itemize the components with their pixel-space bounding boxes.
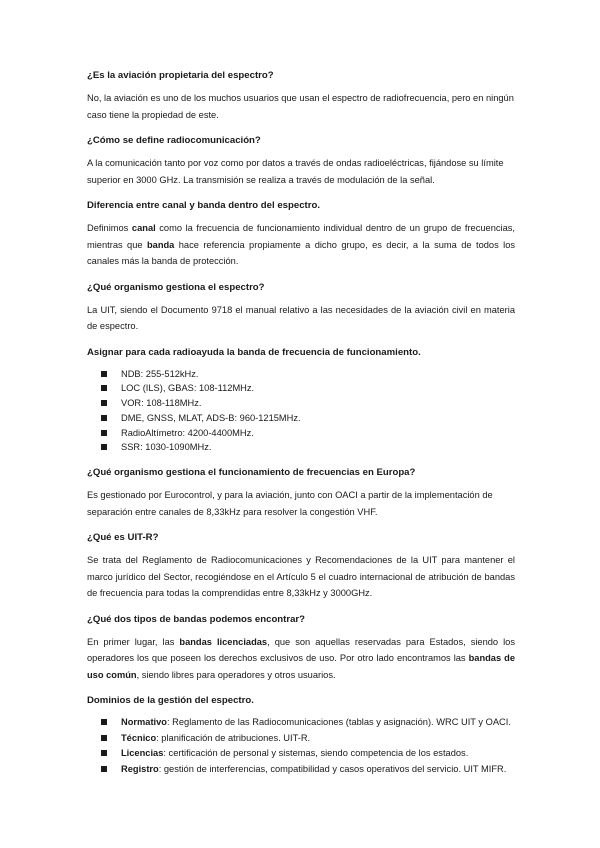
bullet-icon bbox=[101, 385, 107, 391]
answer-spectrum-organism: La UIT, siendo el Documento 9718 el manual relativo a las necesidades de la aviación civil en materia de espectro. bbox=[87, 304, 515, 331]
heading-radiocommunication: ¿Cómo se define radiocomunicación? bbox=[87, 135, 261, 146]
list-item: Técnico: planificación de atribuciones. UIT-R. bbox=[87, 731, 515, 747]
bullet-icon bbox=[101, 371, 107, 377]
bullet-icon bbox=[101, 400, 107, 406]
answer-band-types: En primer lugar, las bandas licenciadas, que son aquellas reservadas para Estados, siendo los operadores los que poseen los derechos exclusivos de uso. Por otro lado encontramos las bandas de uso común, siendo libres para operadores y otros usuarios. bbox=[87, 636, 515, 680]
bullet-icon bbox=[101, 430, 107, 436]
bullet-icon bbox=[101, 750, 107, 756]
answer-channel-band: Definimos canal como la frecuencia de funcionamiento individual dentro de un grupo de frecuencias, mientras que banda hace referencia propiamente a dicho grupo, es decir, a la suma de todos los canales más la banda de protección. bbox=[87, 223, 516, 266]
heading-uit-r: ¿Qué es UIT-R? bbox=[87, 532, 159, 544]
bullet-icon bbox=[101, 766, 107, 772]
radioaid-band-list bbox=[87, 367, 515, 456]
document-content bbox=[87, 69, 515, 788]
list-item: Normativo: Reglamento de las Radiocomunicaciones (tablas y asignación). WRC UIT y OACI. bbox=[87, 715, 515, 731]
list-item: VOR: 108-118MHz. bbox=[87, 396, 515, 411]
list-item: LOC (ILS), GBAS: 108-112MHz. bbox=[87, 381, 515, 396]
term-canal: canal bbox=[131, 223, 156, 233]
bullet-icon bbox=[101, 735, 107, 741]
answer-uit-r: Se trata del Reglamento de Radiocomunicaciones y Recomendaciones de la UIT para mantener el marco jurídico del Sector, recogiéndose en el Artículo 5 el cuadro internacional de atribución de bandas de frecuencia para todas la comprendidas entre 8,33kHz y 3000GHz. bbox=[87, 555, 515, 599]
list-item: Licencias: certificación de personal y sistemas, siendo competencia de los estados. bbox=[87, 746, 515, 762]
list-item: RadioAltímetro: 4200-4400MHz. bbox=[87, 426, 515, 441]
heading-band-types: ¿Qué dos tipos de bandas podemos encontrar? bbox=[87, 613, 306, 625]
term-common-bands: bandas de uso común bbox=[87, 653, 515, 680]
heading-channel-band: Diferencia entre canal y banda dentro del espectro. bbox=[87, 200, 320, 211]
bullet-icon bbox=[101, 719, 107, 725]
heading-spectrum-organism: ¿Qué organismo gestiona el espectro? bbox=[87, 281, 265, 293]
term-banda: banda bbox=[146, 239, 175, 250]
management-domain-list bbox=[87, 715, 515, 777]
answer-radiocommunication: A la comunicación tanto por voz como por datos a través de ondas radioeléctricas, fijándose su límite superior en 3000 GHz. La transmisión se realiza a través de modulación de la señal. bbox=[87, 158, 504, 185]
list-item: Registro: gestión de interferencias, compatibilidad y casos operativos del servicio. UIT MIFR. bbox=[87, 762, 515, 778]
list-item: NDB: 255-512kHz. bbox=[87, 367, 515, 382]
list-item: SSR: 1030-1090MHz. bbox=[87, 440, 515, 455]
answer-europe-frequencies: Es gestionado por Eurocontrol, y para la aviación, junto con OACI a partir de la implementación de separación entre canales de 8,33kHz para resolver la congestión VHF. bbox=[87, 490, 493, 517]
heading-radioaid-bands: Asignar para cada radioayuda la banda de frecuencia de funcionamiento. bbox=[87, 346, 421, 358]
bullet-icon bbox=[101, 444, 107, 450]
bullet-icon bbox=[101, 415, 107, 421]
heading-aviation-spectrum: ¿Es la aviación propietaria del espectro? bbox=[87, 70, 274, 81]
answer-aviation-spectrum: No, la aviación es uno de los muchos usuarios que usan el espectro de radiofrecuencia, pero en ningún caso tiene la propiedad de este. bbox=[87, 93, 514, 120]
list-item: DME, GNSS, MLAT, ADS-B: 960-1215MHz. bbox=[87, 411, 515, 426]
heading-europe-frequencies: ¿Qué organismo gestiona el funcionamiento de frecuencias en Europa? bbox=[87, 467, 416, 479]
term-licensed-bands: bandas licenciadas bbox=[179, 636, 268, 647]
heading-management-domains: Dominios de la gestión del espectro. bbox=[87, 695, 254, 707]
